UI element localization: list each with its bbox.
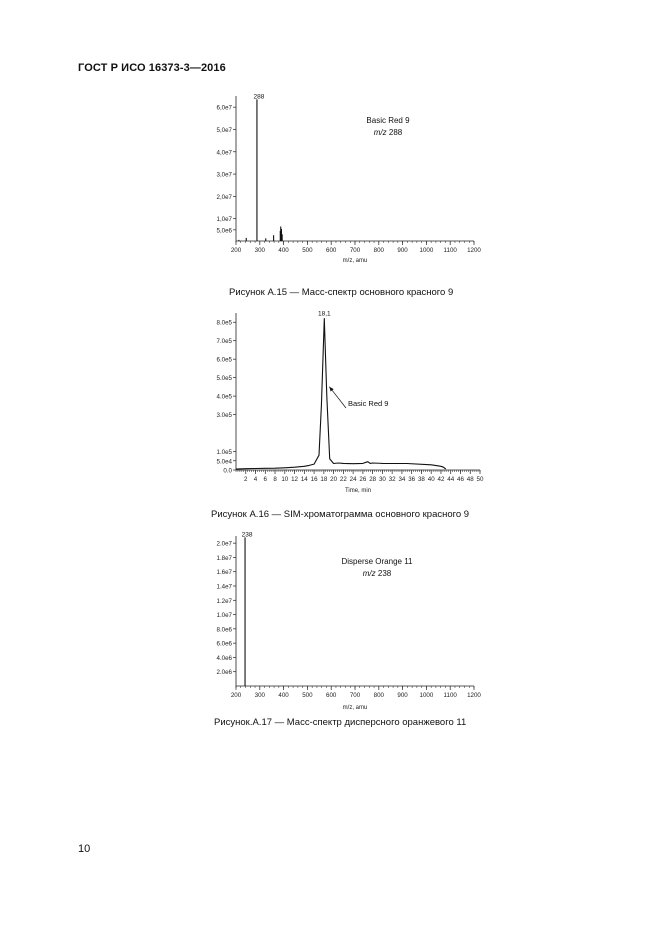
fig17-x-axis-label: m/z, amu [342, 705, 368, 711]
fig16-x-tick-label: 40 [427, 476, 435, 483]
fig15-x-tick-label: 1100 [443, 247, 457, 254]
fig17-y-tick-label: 8.0e6 [216, 626, 232, 634]
fig15-y-tick-label: 6,0e7 [216, 104, 232, 112]
fig15-y-tick-label: 4,0e7 [216, 149, 232, 157]
fig16-x-tick-label: 28 [369, 476, 377, 483]
document-header: ГОСТ Р ИСО 16373-3—2016 [78, 62, 226, 74]
fig16-x-tick-label: 26 [359, 476, 367, 483]
fig16-y-tick-label: 5.0e4 [216, 458, 232, 466]
fig17-y-tick-label: 6.0e6 [216, 640, 232, 648]
fig17-y-tick-label: 2.0e7 [216, 540, 232, 548]
fig17-x-tick-label: 300 [254, 692, 265, 699]
fig16-x-tick-label: 36 [408, 476, 416, 483]
fig16-x-tick-label: 14 [300, 476, 308, 483]
figure-caption-a16: Рисунок А.16 — SIM-хроматограмма основного красного 9 [211, 509, 470, 520]
fig16-x-tick-label: 32 [388, 476, 396, 483]
fig16-x-tick-label: 12 [291, 476, 299, 483]
fig16-x-axis-label: Time, min [344, 488, 372, 494]
fig15-x-axis-label: m/z, amu [342, 258, 368, 264]
fig17-x-tick-label: 200 [230, 692, 242, 699]
fig16-peak-label: 18,1 [317, 310, 331, 318]
fig17-x-tick-label: 600 [326, 692, 337, 699]
fig16-annotation-label: Basic Red 9 [348, 399, 389, 408]
fig15-x-tick-label: 900 [397, 247, 408, 254]
fig17-y-tick-label: 4.0e6 [216, 654, 232, 662]
fig16-x-tick-label: 48 [466, 476, 474, 483]
fig15-y-tick-label: 3,0e7 [216, 171, 232, 179]
fig17-y-tick-label: 1.8e7 [216, 554, 232, 562]
fig16-y-tick-label: 3.0e5 [216, 412, 232, 420]
fig17-y-tick-label: 1.6e7 [216, 569, 232, 577]
fig15-mz-prefix: m/z [373, 128, 389, 137]
fig15-x-tick-label: 700 [349, 247, 361, 254]
fig16-x-tick-label: 10 [281, 476, 289, 483]
fig17-compound-title: Disperse Orange 11 [341, 557, 413, 566]
fig15-peak-label: 288 [253, 93, 265, 101]
fig17-x-tick-label: 1100 [443, 692, 457, 699]
fig16-x-tick-label: 20 [330, 476, 338, 483]
fig17-x-tick-label: 1000 [419, 692, 434, 699]
fig16-x-tick-label: 34 [398, 476, 406, 483]
fig16-y-tick-label: 5.0e5 [216, 375, 232, 383]
fig15-x-tick-label: 800 [373, 247, 384, 254]
fig15-compound-title: Basic Red 9 [366, 116, 410, 125]
fig15-mz-value: 288 [388, 128, 403, 137]
figure-caption-a17: Рисунок.А.17 — Масс-спектр дисперсного оранжевого 11 [214, 717, 467, 728]
fig16-x-tick-label: 24 [349, 476, 357, 483]
fig16-x-tick-label: 44 [447, 476, 455, 483]
fig15-x-tick-label: 400 [278, 247, 289, 254]
figure-caption-a15: Рисунок А.15 — Масс-спектр основного красного 9 [229, 287, 454, 298]
fig15-y-tick-label: 5,0e7 [216, 126, 232, 134]
fig16-x-tick-label: 38 [417, 476, 425, 483]
fig16-y-tick-label: 1.0e5 [216, 449, 232, 457]
fig16-x-tick-label: 8 [273, 476, 277, 483]
fig16-y-tick-label: 4.0e5 [216, 393, 232, 401]
fig17-mz-value: 238 [377, 569, 392, 578]
fig16-x-tick-label: 16 [310, 476, 318, 483]
fig16-y-tick-label: 0.0 [223, 467, 232, 475]
fig17-mz-subtitle [363, 569, 392, 578]
fig16-y-tick-label: 6.0e5 [216, 356, 232, 364]
fig15-x-tick-label: 1200 [467, 247, 481, 254]
fig16-x-tick-label: 18 [320, 476, 328, 483]
fig16-x-tick-label: 46 [457, 476, 464, 483]
fig16-x-tick-label: 6 [263, 476, 268, 483]
fig15-y-tick-label: 1,0e7 [216, 216, 232, 224]
fig15-x-tick-label: 600 [326, 247, 337, 254]
fig16-x-tick-label: 30 [378, 476, 386, 483]
fig15-x-tick-label: 1000 [419, 247, 434, 254]
fig16-x-tick-label: 22 [339, 476, 347, 483]
fig17-x-tick-label: 900 [397, 692, 408, 699]
fig16-x-tick-label: 4 [253, 476, 258, 483]
fig15-x-tick-label: 300 [254, 247, 265, 254]
fig17-x-tick-label: 1200 [467, 692, 481, 699]
fig15-x-tick-label: 500 [302, 247, 313, 254]
fig17-mz-prefix: m/z [362, 569, 378, 578]
fig15-x-tick-label: 200 [230, 247, 242, 254]
fig16-x-tick-label: 42 [437, 476, 445, 483]
fig15-y-tick-label: 5,0e6 [216, 227, 232, 235]
fig17-y-tick-label: 1.2e7 [216, 597, 232, 605]
page-number: 10 [78, 843, 91, 855]
fig16-y-tick-label: 8.0e5 [216, 319, 232, 327]
fig17-x-tick-label: 400 [278, 692, 289, 699]
fig16-x-tick-label: 50 [476, 476, 484, 483]
fig17-y-tick-label: 1.4e7 [216, 583, 232, 591]
fig16-x-tick-label: 2 [244, 476, 248, 483]
fig16-y-tick-label: 7.0e5 [216, 338, 232, 346]
fig17-x-tick-label: 700 [349, 692, 361, 699]
fig17-x-tick-label: 800 [373, 692, 384, 699]
fig15-y-tick-label: 2,0e7 [216, 193, 232, 201]
fig17-y-tick-label: 1.0e7 [216, 612, 232, 620]
fig17-peak-label: 238 [241, 531, 253, 539]
fig17-y-tick-label: 2.0e6 [216, 669, 232, 677]
fig17-x-tick-label: 500 [302, 692, 313, 699]
